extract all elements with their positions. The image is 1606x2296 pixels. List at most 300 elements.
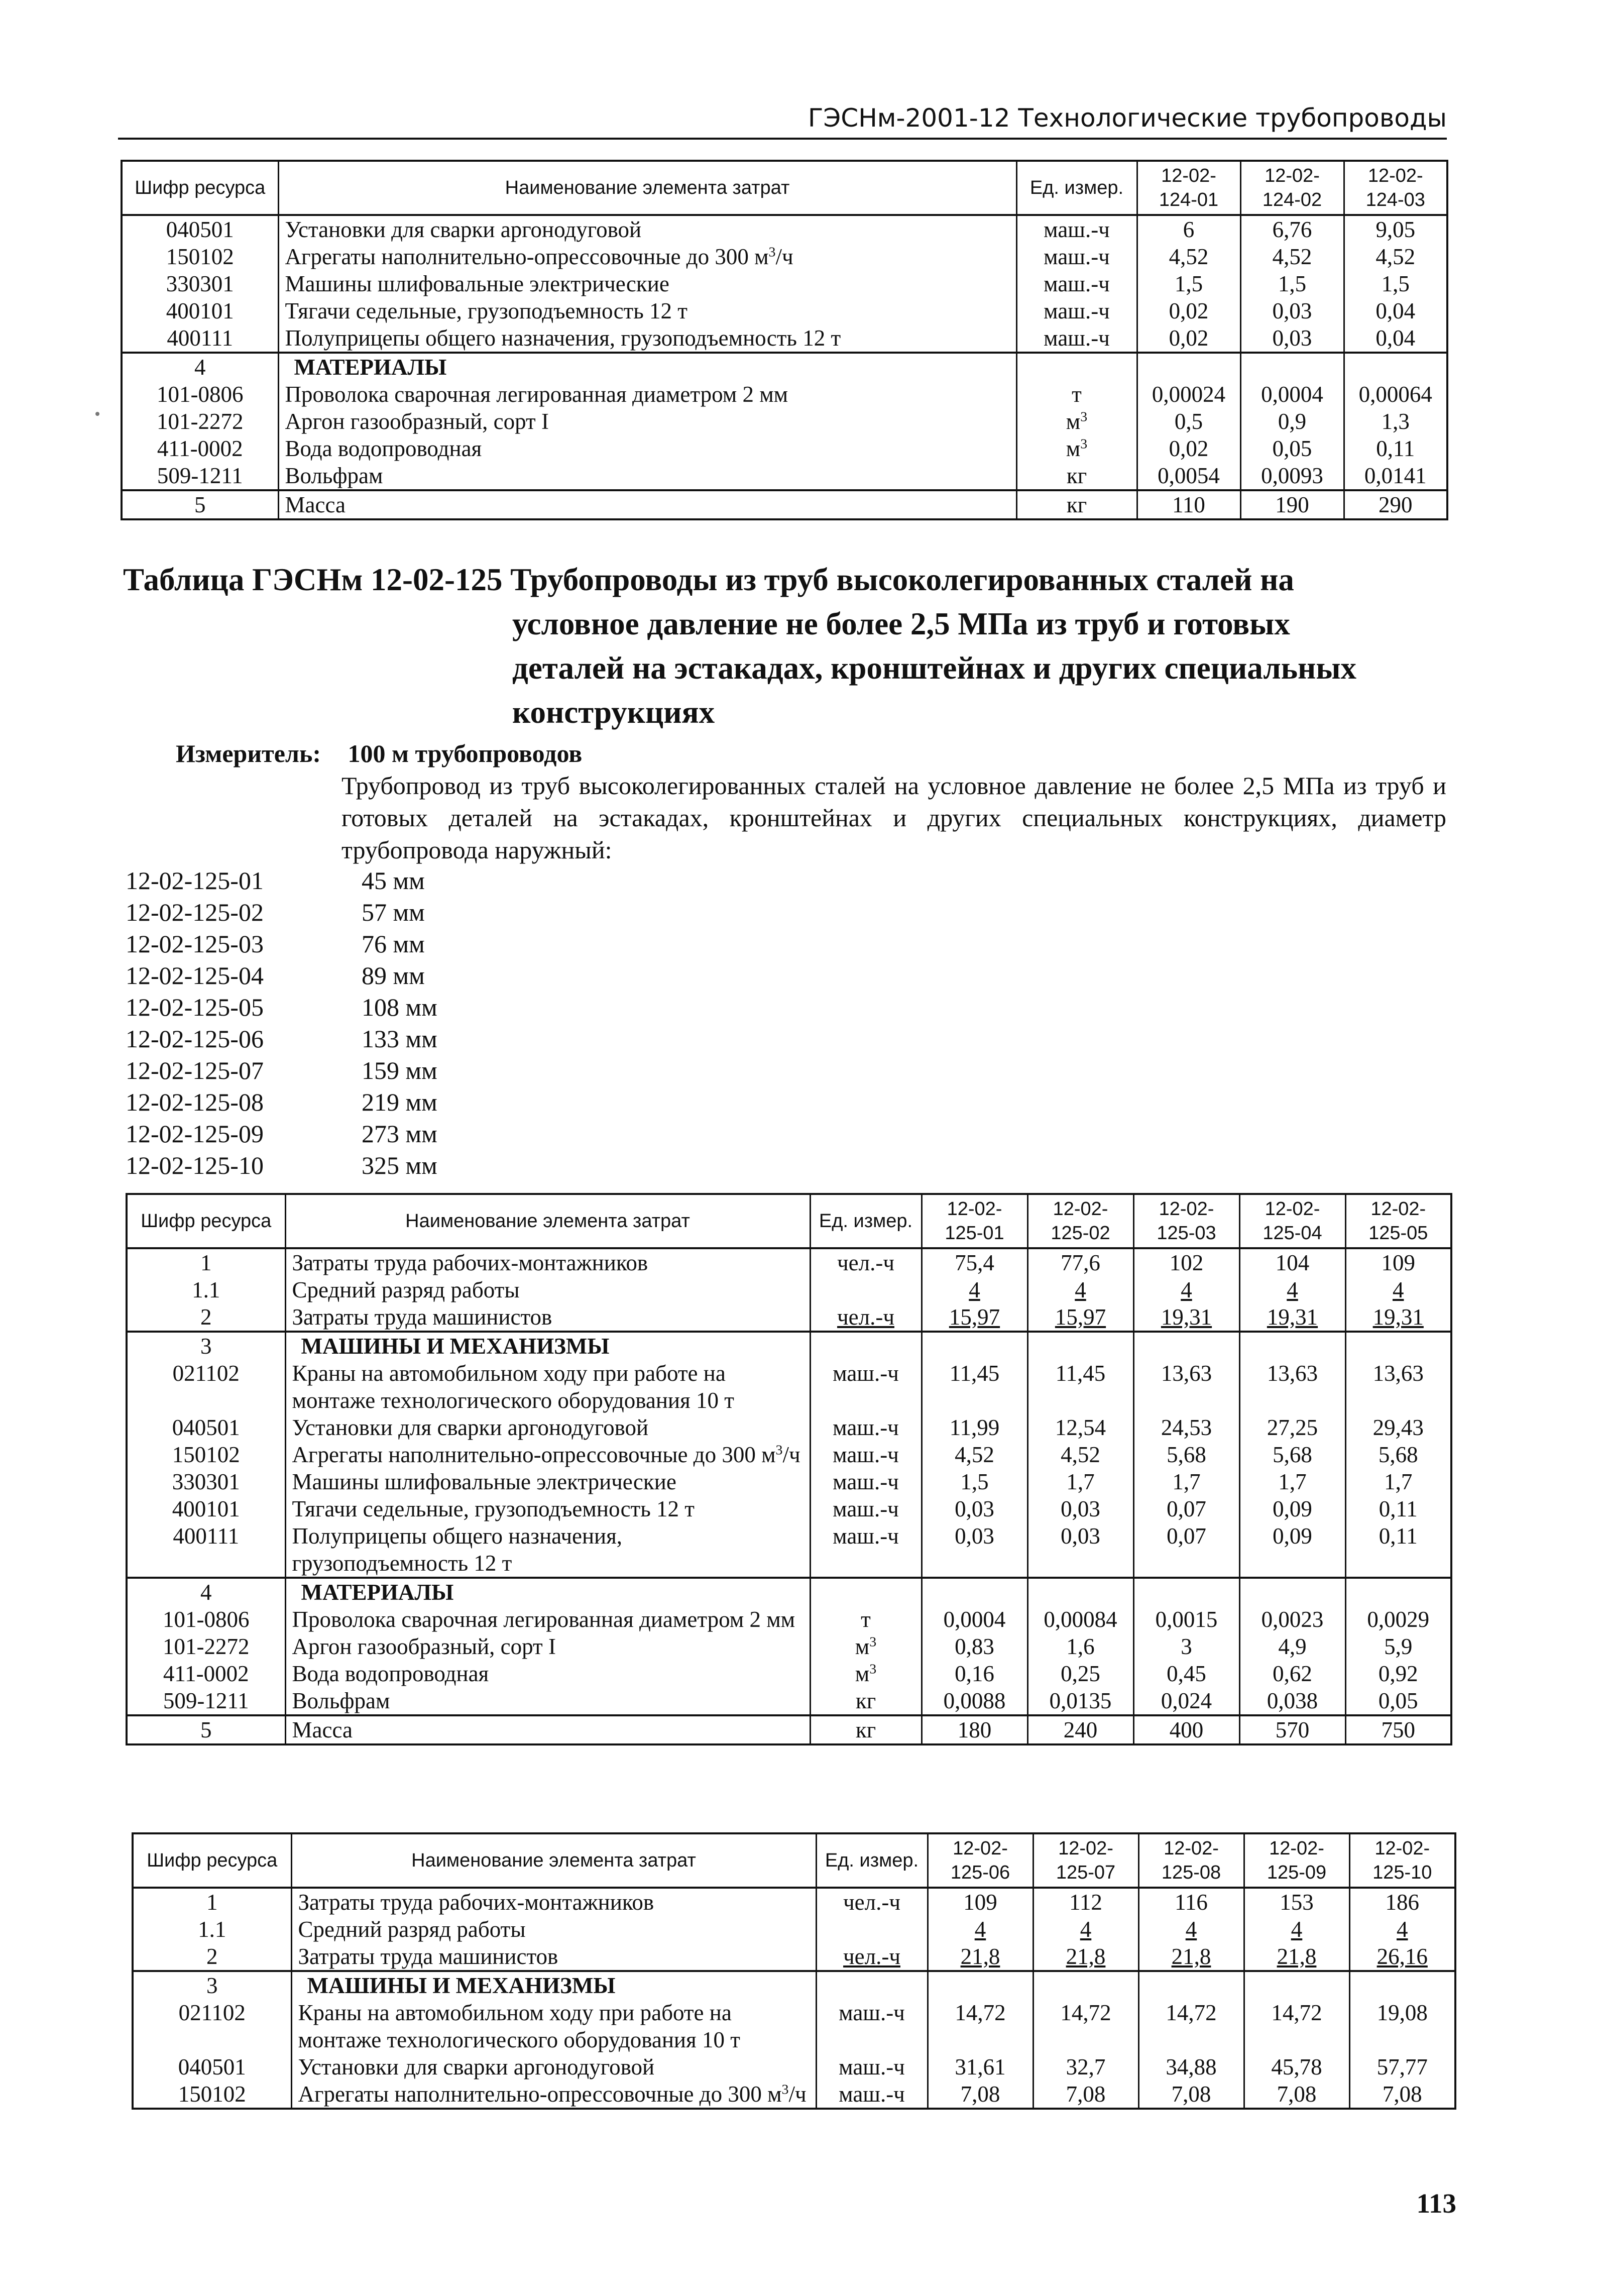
resource-name: Затраты труда машинистов: [291, 1943, 816, 1971]
table-row: [127, 1687, 1451, 1715]
column-header: Наименование элемента затрат: [291, 1833, 816, 1888]
norm-code: 12-02-125-03: [126, 930, 264, 958]
table-row: [122, 243, 1447, 270]
resource-name: Проволока сварочная легированная диаметром 2 мм: [278, 381, 1016, 408]
pipe-diameter: 133 мм: [362, 1025, 437, 1053]
resource-table-125-06-10: [132, 1832, 1456, 2110]
resource-code: 400101: [127, 1495, 285, 1522]
value-cell: 1,7: [1133, 1468, 1239, 1495]
value-cell: 190: [1240, 490, 1344, 519]
pipe-diameter: 219 мм: [362, 1088, 437, 1116]
value-cell: 12,54: [1027, 1414, 1133, 1441]
value-cell: 4: [1138, 1916, 1244, 1943]
value-cell: 102: [1133, 1248, 1239, 1276]
unit: кг: [810, 1715, 922, 1744]
value-cell: 19,31: [1345, 1303, 1451, 1332]
value-cell: 11,45: [922, 1360, 1027, 1414]
value-cell: 21,8: [1244, 1943, 1349, 1971]
resource-code: 4: [122, 353, 278, 381]
unit: маш.-ч: [810, 1468, 922, 1495]
table-row: [133, 2053, 1455, 2081]
value-cell: [1133, 1332, 1239, 1360]
pipe-diameter: 159 мм: [362, 1056, 437, 1084]
pipe-diameter: 45 мм: [362, 866, 425, 895]
column-header: 12-02- 124-02: [1240, 161, 1344, 215]
value-cell: 21,8: [1033, 1943, 1138, 1971]
value-cell: 0,05: [1240, 435, 1344, 462]
value-cell: 1,6: [1027, 1633, 1133, 1660]
column-header: 12-02- 124-03: [1344, 161, 1447, 215]
value-cell: 400: [1133, 1715, 1239, 1744]
value-cell: 0,00084: [1027, 1606, 1133, 1633]
norm-code: 12-02-125-05: [126, 993, 264, 1021]
resource-code: 3: [127, 1332, 285, 1360]
value-cell: 0,0054: [1137, 462, 1240, 490]
column-header: 12-02- 125-10: [1349, 1833, 1455, 1888]
norm-code: 12-02-125-10: [126, 1151, 264, 1179]
value-cell: [1239, 1578, 1345, 1606]
unit: кг: [810, 1687, 922, 1715]
code-item: [126, 1118, 527, 1150]
table-row: [127, 1633, 1451, 1660]
value-cell: 0,09: [1239, 1495, 1345, 1522]
table-title: [123, 558, 1439, 734]
table-row: [127, 1332, 1451, 1360]
resource-name: Полуприцепы общего назначения, грузоподъемность 12 т: [278, 324, 1016, 353]
value-cell: 0,07: [1133, 1522, 1239, 1578]
column-header: Наименование элемента затрат: [285, 1194, 810, 1248]
value-cell: 0,16: [922, 1660, 1027, 1687]
code-item: [126, 865, 527, 897]
column-header: 12-02- 125-07: [1033, 1833, 1138, 1888]
page-number: 113: [1416, 2188, 1456, 2219]
value-cell: 0,0088: [922, 1687, 1027, 1715]
resource-code: 040501: [122, 215, 278, 243]
resource-name: Агрегаты наполнительно-опрессовочные до 300 $м^3/ч$: [291, 2081, 816, 2109]
value-cell: 45,78: [1244, 2053, 1349, 2081]
measure-line: [176, 737, 1444, 770]
table-row: [127, 1578, 1451, 1606]
value-cell: 0,25: [1027, 1660, 1133, 1687]
value-cell: 0,62: [1239, 1660, 1345, 1687]
value-cell: 240: [1027, 1715, 1133, 1744]
column-header: 12-02- 125-02: [1027, 1194, 1133, 1248]
value-cell: 7,08: [1033, 2081, 1138, 2109]
table-row: [122, 215, 1447, 243]
norm-code: 12-02-125-04: [126, 961, 264, 990]
value-cell: 0,04: [1344, 297, 1447, 324]
value-cell: 0,0135: [1027, 1687, 1133, 1715]
pipe-diameter: 108 мм: [362, 993, 437, 1021]
resource-code: 101-2272: [122, 408, 278, 435]
value-cell: 57,77: [1349, 2053, 1455, 2081]
resource-name: Затраты труда машинистов: [285, 1303, 810, 1332]
value-cell: 34,88: [1138, 2053, 1244, 2081]
value-cell: 13,63: [1345, 1360, 1451, 1414]
value-cell: 29,43: [1345, 1414, 1451, 1441]
resource-name: Установки для сварки аргонодуговой: [285, 1414, 810, 1441]
resource-name: Краны на автомобильном ходу при работе на монтаже технологического оборудования 10 т: [285, 1360, 810, 1414]
value-cell: [1138, 1971, 1244, 1999]
value-cell: 0,5: [1137, 408, 1240, 435]
value-cell: 0,03: [1027, 1522, 1133, 1578]
value-cell: 4: [922, 1276, 1027, 1303]
value-cell: [1344, 353, 1447, 381]
unit: т: [1016, 381, 1137, 408]
value-cell: 24,53: [1133, 1414, 1239, 1441]
table-row: [133, 2081, 1455, 2109]
pipe-diameter: 57 мм: [362, 898, 425, 926]
table-row: [127, 1276, 1451, 1303]
table-row: [122, 270, 1447, 297]
resource-code: 509-1211: [127, 1687, 285, 1715]
value-cell: 4,52: [1240, 243, 1344, 270]
value-cell: 110: [1137, 490, 1240, 519]
resource-name: Затраты труда рабочих-монтажников: [291, 1888, 816, 1916]
resource-code: 400101: [122, 297, 278, 324]
table-title-line-2: условное давление не более 2,5 МПа из труб и готовых: [512, 606, 1290, 641]
resource-code: 411-0002: [127, 1660, 285, 1687]
scan-blot: [95, 412, 99, 416]
value-cell: [1239, 1332, 1345, 1360]
resource-name: Вольфрам: [278, 462, 1016, 490]
column-header: Шифр ресурса: [133, 1833, 291, 1888]
pipe-diameter: 76 мм: [362, 930, 425, 958]
unit: [810, 1332, 922, 1360]
norm-code: 12-02-125-09: [126, 1120, 264, 1148]
value-cell: 1,3: [1344, 408, 1447, 435]
table-row: [127, 1468, 1451, 1495]
resource-code: 5: [127, 1715, 285, 1744]
pipe-diameter: 325 мм: [362, 1151, 437, 1179]
value-cell: 109: [1345, 1248, 1451, 1276]
value-cell: 750: [1345, 1715, 1451, 1744]
resource-code: 150102: [133, 2081, 291, 2109]
unit: $м^3$: [810, 1633, 922, 1660]
unit: маш.-ч: [816, 1999, 928, 2053]
column-header: Шифр ресурса: [122, 161, 278, 215]
value-cell: 186: [1349, 1888, 1455, 1916]
resource-code: 4: [127, 1578, 285, 1606]
table-title-line-4: конструкциях: [512, 695, 715, 730]
value-cell: 6: [1137, 215, 1240, 243]
value-cell: 13,63: [1239, 1360, 1345, 1414]
resource-code: 1.1: [127, 1276, 285, 1303]
value-cell: 0,09: [1239, 1522, 1345, 1578]
value-cell: 21,8: [928, 1943, 1033, 1971]
resource-name: Агрегаты наполнительно-опрессовочные до 300 $м^3/ч$: [285, 1441, 810, 1468]
table-row: [127, 1360, 1451, 1414]
value-cell: 0,83: [922, 1633, 1027, 1660]
resource-code: 5: [122, 490, 278, 519]
table-row: [133, 1999, 1455, 2053]
table-title-line-3: деталей на эстакадах, кронштейнах и других специальных: [512, 650, 1357, 686]
value-cell: 4: [1133, 1276, 1239, 1303]
table-row: [127, 1414, 1451, 1441]
value-cell: [1027, 1332, 1133, 1360]
column-header: Ед. измер.: [816, 1833, 928, 1888]
value-cell: 6,76: [1240, 215, 1344, 243]
resource-name: Вода водопроводная: [278, 435, 1016, 462]
value-cell: [1033, 1971, 1138, 1999]
table-row: [127, 1715, 1451, 1744]
value-cell: 0,03: [922, 1522, 1027, 1578]
value-cell: [1345, 1332, 1451, 1360]
code-item: [126, 1150, 527, 1181]
resource-name: Проволока сварочная легированная диаметром 2 мм: [285, 1606, 810, 1633]
resource-code: 2: [133, 1943, 291, 1971]
code-item: [126, 1023, 527, 1055]
value-cell: 0,03: [922, 1495, 1027, 1522]
value-cell: 13,63: [1133, 1360, 1239, 1414]
value-cell: 7,08: [1349, 2081, 1455, 2109]
table-row: [122, 297, 1447, 324]
code-item: [126, 897, 527, 928]
table-row: [133, 1916, 1455, 1943]
value-cell: 0,00064: [1344, 381, 1447, 408]
resource-name: Машины шлифовальные электрические: [285, 1468, 810, 1495]
unit: [810, 1578, 922, 1606]
value-cell: [1137, 353, 1240, 381]
resource-name: Тягачи седельные, грузоподъемность 12 т: [285, 1495, 810, 1522]
resource-code: 101-0806: [127, 1606, 285, 1633]
resource-code: 150102: [122, 243, 278, 270]
value-cell: 19,31: [1239, 1303, 1345, 1332]
value-cell: 4: [1244, 1916, 1349, 1943]
value-cell: 7,08: [1138, 2081, 1244, 2109]
measure-label: Измеритель:: [176, 739, 321, 768]
resource-code: 101-2272: [127, 1633, 285, 1660]
value-cell: 9,05: [1344, 215, 1447, 243]
value-cell: 19,31: [1133, 1303, 1239, 1332]
table-row: [127, 1495, 1451, 1522]
column-header: Шифр ресурса: [127, 1194, 285, 1248]
value-cell: 1,5: [922, 1468, 1027, 1495]
resource-code: 021102: [127, 1360, 285, 1414]
value-cell: 75,4: [922, 1248, 1027, 1276]
value-cell: 0,04: [1344, 324, 1447, 353]
table-title-line-1: Таблица ГЭСНм 12-02-125 Трубопроводы из труб высоколегированных сталей на: [123, 562, 1294, 597]
unit: маш.-ч: [810, 1414, 922, 1441]
code-item: [126, 992, 527, 1023]
unit: кг: [1016, 462, 1137, 490]
value-cell: 104: [1239, 1248, 1345, 1276]
value-cell: 4,9: [1239, 1633, 1345, 1660]
value-cell: 0,038: [1239, 1687, 1345, 1715]
value-cell: 14,72: [1138, 1999, 1244, 2053]
table-row: [122, 408, 1447, 435]
column-header: 12-02- 125-03: [1133, 1194, 1239, 1248]
value-cell: 180: [922, 1715, 1027, 1744]
norm-code: 12-02-125-01: [126, 866, 264, 895]
unit: [1016, 353, 1137, 381]
unit: маш.-ч: [810, 1522, 922, 1578]
value-cell: 5,9: [1345, 1633, 1451, 1660]
table-row: [133, 1943, 1455, 1971]
value-cell: 0,0023: [1239, 1606, 1345, 1633]
resource-code: 411-0002: [122, 435, 278, 462]
resource-name: Средний разряд работы: [291, 1916, 816, 1943]
value-cell: 0,0093: [1240, 462, 1344, 490]
unit: маш.-ч: [1016, 270, 1137, 297]
value-cell: 1,7: [1345, 1468, 1451, 1495]
value-cell: 1,5: [1344, 270, 1447, 297]
table-row: [122, 435, 1447, 462]
value-cell: 4: [1239, 1276, 1345, 1303]
page-header: ГЭСНм-2001-12 Технологические трубопроводы: [118, 100, 1447, 140]
value-cell: 5,68: [1133, 1441, 1239, 1468]
value-cell: 4,52: [1344, 243, 1447, 270]
value-cell: 3: [1133, 1633, 1239, 1660]
unit: $м^3$: [1016, 435, 1137, 462]
value-cell: 4: [1027, 1276, 1133, 1303]
value-cell: [922, 1578, 1027, 1606]
value-cell: 27,25: [1239, 1414, 1345, 1441]
value-cell: 31,61: [928, 2053, 1033, 2081]
unit: чел.-ч: [816, 1888, 928, 1916]
measure-description: Трубопровод из труб высоколегированных сталей на условное давление не более 2,5 МПа из труб и готовых деталей на эстакадах, кронштейнах и других специальных конструкциях, диаметр трубопровода наружный:: [341, 772, 1446, 864]
value-cell: 4: [1345, 1276, 1451, 1303]
value-cell: 0,02: [1137, 435, 1240, 462]
norm-code: 12-02-125-02: [126, 898, 264, 926]
unit: чел.-ч: [810, 1303, 922, 1332]
column-header: 12-02- 125-06: [928, 1833, 1033, 1888]
resource-name: Установки для сварки аргонодуговой: [278, 215, 1016, 243]
value-cell: 32,7: [1033, 2053, 1138, 2081]
table-row: [122, 381, 1447, 408]
resource-name: Средний разряд работы: [285, 1276, 810, 1303]
value-cell: 0,11: [1345, 1495, 1451, 1522]
value-cell: 19,08: [1349, 1999, 1455, 2053]
unit: [816, 1971, 928, 1999]
value-cell: 14,72: [1033, 1999, 1138, 2053]
section-heading: МАТЕРИАЛЫ: [278, 353, 1016, 381]
column-header: 12-02- 124-01: [1137, 161, 1240, 215]
unit: [810, 1276, 922, 1303]
table-row: [127, 1441, 1451, 1468]
column-header: Наименование элемента затрат: [278, 161, 1016, 215]
unit: маш.-ч: [1016, 297, 1137, 324]
value-cell: 7,08: [928, 2081, 1033, 2109]
table-row: [127, 1660, 1451, 1687]
unit: маш.-ч: [810, 1360, 922, 1414]
resource-name: Полуприцепы общего назначения, грузоподъемность 12 т: [285, 1522, 810, 1578]
column-header: 12-02- 125-01: [922, 1194, 1027, 1248]
resource-table-124: [121, 160, 1448, 520]
value-cell: 0,0004: [922, 1606, 1027, 1633]
value-cell: 1,7: [1027, 1468, 1133, 1495]
value-cell: [1349, 1971, 1455, 1999]
value-cell: [928, 1971, 1033, 1999]
table-row: [122, 462, 1447, 490]
value-cell: 0,03: [1240, 324, 1344, 353]
table-row: [133, 1971, 1455, 1999]
resource-code: 330301: [122, 270, 278, 297]
resource-code: 1: [127, 1248, 285, 1276]
resource-code: 040501: [133, 2053, 291, 2081]
section-heading: МАШИНЫ И МЕХАНИЗМЫ: [291, 1971, 816, 1999]
value-cell: 14,72: [1244, 1999, 1349, 2053]
code-list: [126, 865, 527, 1181]
value-cell: 0,0004: [1240, 381, 1344, 408]
value-cell: 4: [928, 1916, 1033, 1943]
value-cell: 0,05: [1345, 1687, 1451, 1715]
section-heading: МАШИНЫ И МЕХАНИЗМЫ: [285, 1332, 810, 1360]
unit: маш.-ч: [810, 1495, 922, 1522]
value-cell: 21,8: [1138, 1943, 1244, 1971]
norm-code: 12-02-125-06: [126, 1025, 264, 1053]
value-cell: 0,07: [1133, 1495, 1239, 1522]
resource-name: Тягачи седельные, грузоподъемность 12 т: [278, 297, 1016, 324]
value-cell: [1240, 353, 1344, 381]
value-cell: 15,97: [1027, 1303, 1133, 1332]
value-cell: 0,03: [1240, 297, 1344, 324]
resource-code: 2: [127, 1303, 285, 1332]
unit: маш.-ч: [1016, 324, 1137, 353]
column-header: 12-02- 125-08: [1138, 1833, 1244, 1888]
resource-name: Вода водопроводная: [285, 1660, 810, 1687]
value-cell: 77,6: [1027, 1248, 1133, 1276]
measure-value: 100 м трубопроводов: [348, 739, 583, 768]
resource-code: 330301: [127, 1468, 285, 1495]
value-cell: 112: [1033, 1888, 1138, 1916]
code-item: [126, 928, 527, 960]
table-row: [127, 1248, 1451, 1276]
resource-code: 400111: [122, 324, 278, 353]
resource-name: Машины шлифовальные электрические: [278, 270, 1016, 297]
table-row: [127, 1606, 1451, 1633]
value-cell: 4: [1033, 1916, 1138, 1943]
value-cell: 0,02: [1137, 297, 1240, 324]
value-cell: [922, 1332, 1027, 1360]
column-header: 12-02- 125-05: [1345, 1194, 1451, 1248]
value-cell: [1345, 1578, 1451, 1606]
value-cell: 11,99: [922, 1414, 1027, 1441]
unit: маш.-ч: [810, 1441, 922, 1468]
table-row: [127, 1522, 1451, 1578]
value-cell: 153: [1244, 1888, 1349, 1916]
resource-name: Установки для сварки аргонодуговой: [291, 2053, 816, 2081]
resource-name: Масса: [278, 490, 1016, 519]
value-cell: 116: [1138, 1888, 1244, 1916]
resource-code: 1: [133, 1888, 291, 1916]
resource-code: 040501: [127, 1414, 285, 1441]
column-header: Ед. измер.: [810, 1194, 922, 1248]
value-cell: [1244, 1971, 1349, 1999]
resource-code: 1.1: [133, 1916, 291, 1943]
resource-code: 3: [133, 1971, 291, 1999]
value-cell: 0,11: [1344, 435, 1447, 462]
resource-code: 509-1211: [122, 462, 278, 490]
resource-name: Краны на автомобильном ходу при работе на монтаже технологического оборудования 10 т: [291, 1999, 816, 2053]
unit: $м^3$: [810, 1660, 922, 1687]
resource-code: 150102: [127, 1441, 285, 1468]
resource-code: 101-0806: [122, 381, 278, 408]
table-row: [122, 353, 1447, 381]
norm-code: 12-02-125-08: [126, 1088, 264, 1116]
resource-name: Затраты труда рабочих-монтажников: [285, 1248, 810, 1276]
table-row: [122, 324, 1447, 353]
resource-code: 400111: [127, 1522, 285, 1578]
value-cell: 14,72: [928, 1999, 1033, 2053]
table-row: [127, 1303, 1451, 1332]
value-cell: 4,52: [1027, 1441, 1133, 1468]
resource-code: 021102: [133, 1999, 291, 2053]
pipe-diameter: 273 мм: [362, 1120, 437, 1148]
table-row: [122, 490, 1447, 519]
column-header: 12-02- 125-09: [1244, 1833, 1349, 1888]
value-cell: 0,00024: [1137, 381, 1240, 408]
